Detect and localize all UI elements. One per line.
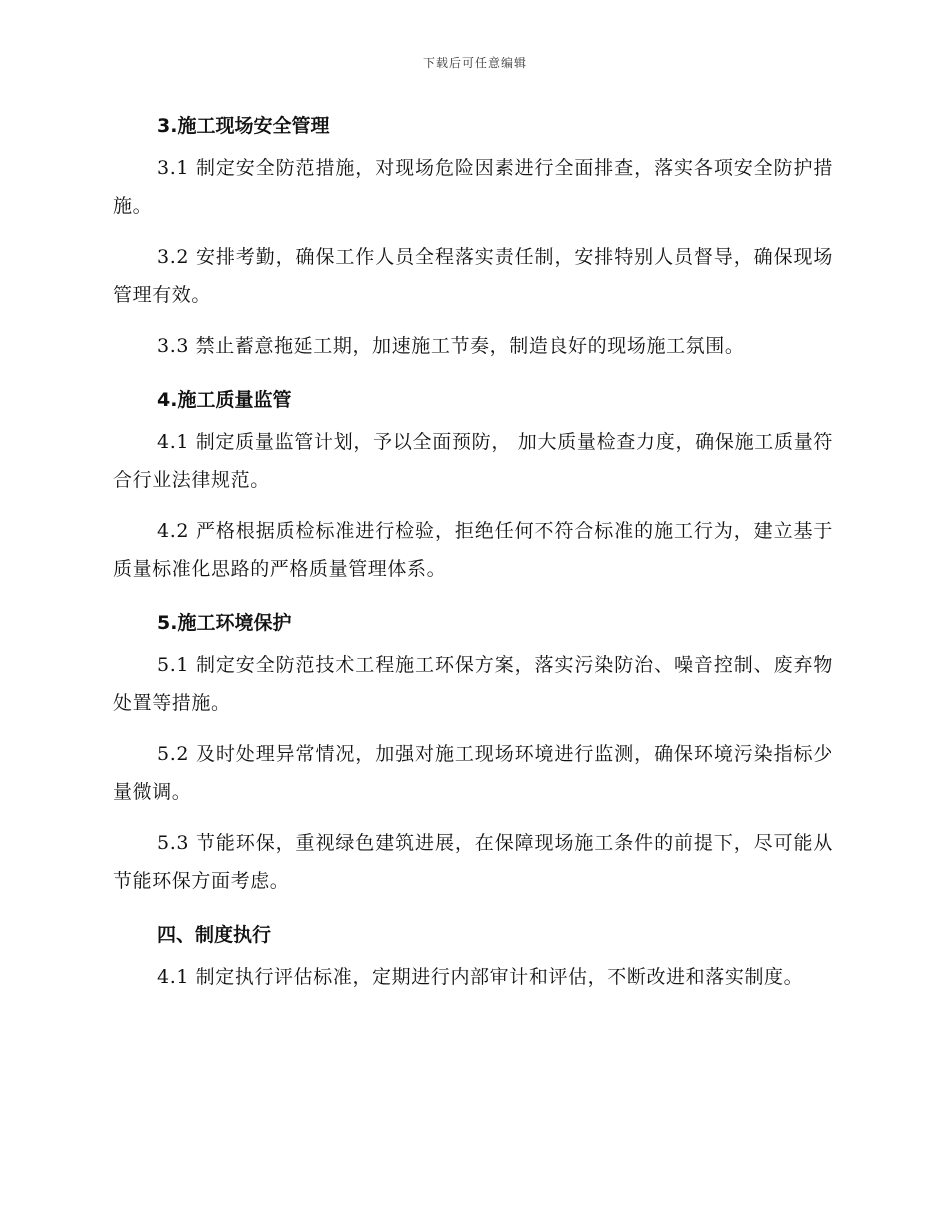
paragraph: 5.3 节能环保，重视绿色建筑进展，在保障现场施工条件的前提下，尽可能从节能环保方面考虑。	[113, 832, 833, 892]
section-heading: 4.施工质量监管	[157, 389, 292, 411]
paragraph: 5.2 及时处理异常情况，加强对施工现场环境进行监测，确保环境污染指标少量微调。	[113, 743, 833, 803]
section-heading: 5.施工环境保护	[157, 612, 292, 634]
section-heading: 四、制度执行	[157, 924, 272, 946]
paragraph: 3.2 安排考勤，确保工作人员全程落实责任制，安排特别人员督导，确保现场管理有效。	[113, 246, 833, 306]
paragraph: 4.1 制定执行评估标准，定期进行内部审计和评估，不断改进和落实制度。	[157, 966, 804, 988]
section-site-safety	[113, 104, 833, 365]
paragraph: 3.3 禁止蓄意拖延工期，加速施工节奏，制造良好的现场施工氛围。	[157, 335, 745, 357]
header-note: 下载后可任意编辑	[422, 56, 527, 70]
section-policy-execution	[113, 913, 833, 996]
paragraph: 4.2 严格根据质检标准进行检验，拒绝任何不符合标准的施工行为，建立基于质量标准化思路的严格质量管理体系。	[113, 520, 833, 580]
document-body	[113, 104, 833, 1009]
section-environment-protection	[113, 601, 833, 900]
paragraph: 4.1 制定质量监管计划，予以全面预防， 加大质量检查力度，确保施工质量符合行业法律规范。	[113, 431, 833, 491]
paragraph: 3.1 制定安全防范措施，对现场危险因素进行全面排查，落实各项安全防护措施。	[113, 157, 833, 217]
paragraph: 5.1 制定安全防范技术工程施工环保方案，落实污染防治、噪音控制、废弃物处置等措施。	[113, 654, 833, 714]
section-quality-supervision	[113, 378, 833, 588]
section-heading: 3.施工现场安全管理	[157, 115, 330, 137]
